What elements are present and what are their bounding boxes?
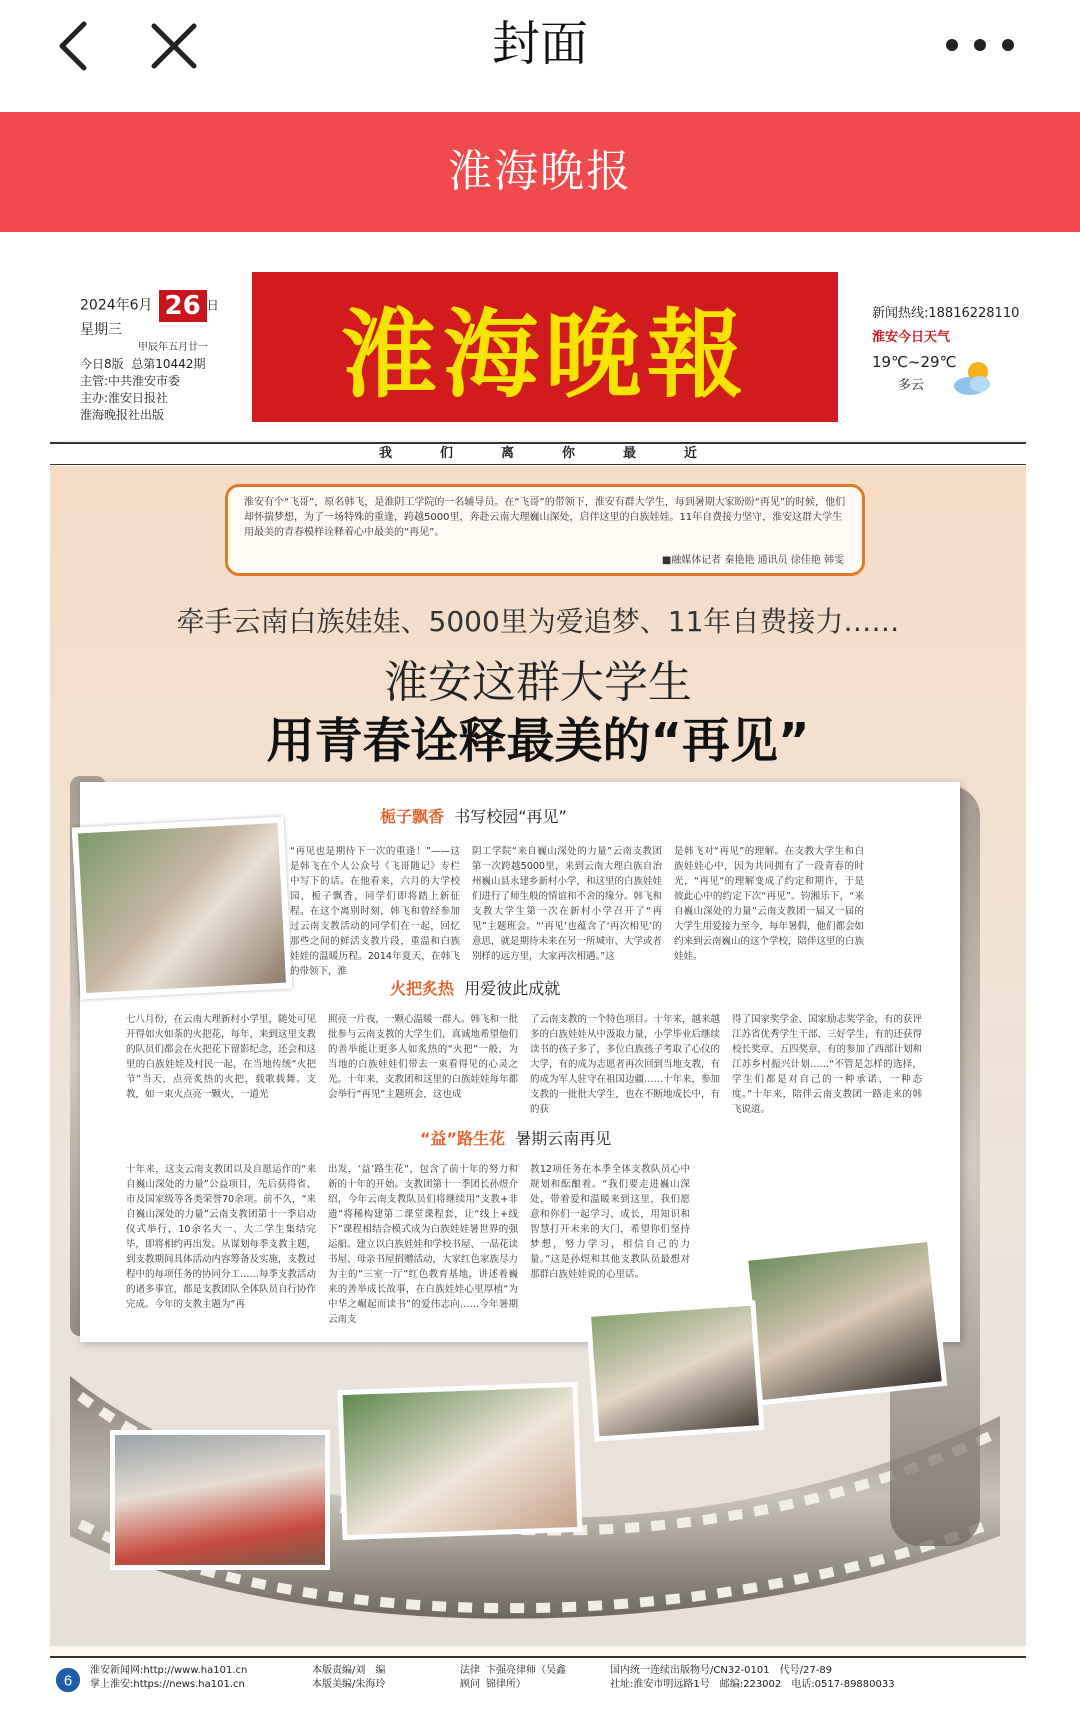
edition-count: 今日8版: [80, 357, 124, 371]
slogan-char: 最: [623, 446, 637, 461]
article-column: 了云南支教的一个特色项目。十年来，越来越多的白族娃娃从中汲取力量，小学毕业后继续读书的孩子多了，多位白族孩子考取了心仪的大学，有的成为志愿者再次回到当地支教，有的成为军人驻守在祖国边疆……十年来，参加支教的一批批大学生，也在不断地成长中，有的获: [530, 1014, 721, 1115]
temperature: 19℃~29℃: [872, 353, 957, 371]
feature-article: [50, 466, 1026, 1646]
supervisor: 主管:中共淮安市委: [80, 374, 181, 388]
subheading-1: 栀子飘香 书写校园“再见”: [380, 807, 567, 826]
sponsor: 主办:淮安日报社: [80, 391, 169, 405]
article-column: 得了国家奖学金、国家励志奖学金，有的获评江苏省优秀学生干部、三好学生，有的还获得校长奖章、五四奖章，有的参加了西部计划和江苏乡村振兴计划……“不管是怎样的选择，学生们都是对自己的一种承诺，一种态度。”十年来，陪伴云南支教团一路走来的韩飞说道。: [732, 1014, 923, 1115]
footer-legal-label: 法律顾问: [460, 1665, 480, 1690]
footer-cn-number: 国内统一连续出版物号/CN32-0101 代号/27-89: [610, 1665, 833, 1676]
footer-site-2: 掌上淮安:https://news.ha101.cn: [90, 1679, 245, 1690]
partly-cloudy-icon: [950, 358, 996, 398]
article-byline: ■融媒体记者 秦艳艳 通讯员 徐佳艳 韩雯: [661, 555, 844, 566]
svg-text:6: 6: [63, 1672, 73, 1690]
date-day: 26: [159, 290, 207, 322]
footer-legal-name: 卞强亮律师（吴鑫锦律所）: [486, 1665, 566, 1690]
publication-name: 淮海晚报: [448, 146, 632, 197]
students-photo: [743, 1236, 948, 1405]
slogan-char: 们: [439, 446, 453, 461]
footer-publication-info: [610, 1664, 895, 1692]
weather-condition: 多云: [898, 378, 925, 393]
article-headline-1: 淮安这群大学生: [384, 657, 692, 708]
article-column: 阴工学院“来自巍山深处的力量”云南支教团第一次跨越5000里，来到云南大理白族自治州巍山县永建乡新村小学，和这里的白族娃娃们进行了师生般的情谊和不舍的缘分。韩飞和支教大学生第一次在新村小学召开了“再见”主题班会。“‘再见’也蕴含了‘再次相见’的意思，就是期待未来在另一所城市、大学或者别样的远方里，大家再次相遇。”这: [472, 846, 663, 962]
weather-title: 淮安今日天气: [872, 330, 951, 345]
article-column: 照亮一片夜，一颗心温暖一群人。韩飞和一批批参与云南支教的大学生们，真诚地希望他们的善举能让更多人如炙热的“火把”一般，为当地的白族娃娃们带去一束看得见的心灵之光。十年来，支教团和这里的白族娃娃每年都会举行“再见”主题班会，这也成: [328, 1014, 519, 1100]
article-column: “再见也是期待下一次的重逢！”——这是韩飞在个人公众号《飞哥随记》专栏中写下的话。在他看来，六月的大学校园，栀子飘香，同学们即将踏上新征程。在这个离别时刻，韩飞和曾经参加过云南支教活动的同学们在一起，回忆那些之间的鲜活支教片段，重温和白族娃娃的温暖历程。2014年夏天，在韩飞的带领下，淮: [290, 846, 460, 977]
article-lead: 淮安有个“飞哥”，原名韩飞，是淮阴工学院的一名辅导员。在“飞哥”的带领下，淮安有群大学生，每到暑期大家盼盼“再见”的时候，他们却怀揣梦想，为了一场特殊的重逢，跨越5000里，奔赴云南大理巍山深处，启伴这里的白族娃娃。11年自费接力坚守，淮安这群大学生用最美的青春模样诠释着心中最美的“再见”。: [244, 497, 846, 538]
footer-legal: [460, 1664, 580, 1692]
footer-site-1: 淮安新闻网:http://www.ha101.cn: [90, 1665, 248, 1676]
newspaper-footer: [50, 1656, 1026, 1704]
article-column: 是韩飞对“再见”的理解。在支教大学生和白族娃娃心中，因为共同拥有了一段青春的时光，“再见”的理解变成了约定和期许，于是彼此心中的约定下次“再见”。钧湘乐下，“来自巍山深处的力量”云南支教团一届又一届的大学生用爱接力至今，每年暑假，他们都会如约来到云南巍山的这个学校，陪伴这里的白族娃娃。: [674, 846, 865, 962]
article-headline-2: 用青春诠释最美的“再见”: [266, 713, 810, 769]
more-options-icon[interactable]: [940, 30, 1020, 60]
article-column: 出发，‘益’路生花”，包含了前十年的努力和新的十年的开始。支教团第十一季团长孙煜介绍，今年云南支教队员们将继续用“支教+非遗”将稀构建第二课堂课程套，让“线上+线下”课程相结合模式成为白族娃娃暑世界的强运船。建立以白族娃娃和学校书屋、一品花读书屋、母亲书屋捐赠活动，大家红色家族尽力为主的“三室一厅”红色教育基地，讲述着巍来的善举成长故事，在白族娃娃心里厚植“为中华之崛起而读书”的爱伟志向……今年暑期云南支: [328, 1164, 519, 1325]
issue-number: 总第10442期: [131, 357, 206, 371]
lunar-date: 甲辰年五月廿一: [138, 342, 208, 353]
slogan-char: 近: [684, 446, 698, 461]
footer-editor-1: 本版责编/刘 编: [312, 1665, 386, 1676]
news-hotline: 新闻热线:18816228110: [872, 306, 1020, 321]
subheading-3: “益”路生花 暑期云南再见: [420, 1129, 612, 1148]
logo-text: 淮海晚報: [341, 297, 749, 411]
date-year-month: 2024年6月: [80, 297, 153, 314]
footer-editor-2: 本版美编/朱海玲: [312, 1679, 386, 1690]
article-column: 教12项任务在本季全体支教队员心中规划和酝酿着。“我们要走进巍山深处，带着爱和温暖来到这里，我们愿意和你们一起学习、成长，用知识和智慧打开未来的大门，希望你们坚持梦想，努力学习，相信自己的力量。”这是孙煜和其他支教队员最想对那群白族娃娃说的心里话。: [530, 1164, 690, 1280]
slogan-char: 离: [500, 446, 514, 461]
masthead: [50, 262, 1026, 440]
publisher: 淮海晚报社出版: [80, 408, 165, 422]
footer-websites: [90, 1664, 247, 1692]
slogan-bar: [50, 442, 1026, 465]
students-photo: [337, 1382, 582, 1540]
newspaper-front-page[interactable]: [50, 262, 1026, 1702]
subheading-2: 火把炙热 用爱彼此成就: [390, 979, 561, 998]
station-logo-icon: [54, 1666, 82, 1694]
date-day-suffix: 日: [206, 298, 219, 313]
footer-editors: [312, 1664, 385, 1692]
footer-address: 社址:淮安市明远路1号 邮编:223002 电话:0517-89880033: [610, 1679, 895, 1690]
article-kicker: 牵手云南白族娃娃、5000里为爱追梦、11年自费接力……: [176, 605, 900, 638]
article-column: 十年来，这支云南支教团以及自愿运作的“来自巍山深处的力量”公益项目，先后获得省、市及国家级等各类荣誉70余项。前不久，“来自巍山深处的力量”云南支教团第十一季启动仪式举行，10余名大一、大二学生集结完毕，即将相约再出发。从谋划每季支教主题，到支教期间具体活动内容筹备及实施，支教过程中的每项任务的协同分工……每季支教活动的诸多事宜，都是支教团队全体队员自行协作完成。今年的支教主题为“再: [126, 1164, 317, 1310]
article-lead-box: [225, 484, 865, 576]
group-photo: [72, 817, 293, 1000]
publication-banner: [0, 112, 1080, 232]
issue-info: [80, 290, 280, 424]
newspaper-logo: [252, 272, 838, 422]
top-app-bar: [0, 0, 1080, 112]
weekday: 星期三: [80, 322, 122, 338]
students-photo: [110, 1430, 330, 1570]
article-column: 七八月份，在云南大理新村小学里，随处可见开得如火如荼的火把花，每年，来到这里支教的队员们都会在火把花下留影纪念，还会和这里的白族娃娃及村民一起，在当地传统“火把节”当天，点亮炙热的火把，载歌载舞。支教，如一束火点亮一颗火，一道光: [126, 1014, 317, 1100]
slogan-char: 你: [562, 446, 576, 461]
slogan-char: 我: [378, 446, 392, 461]
students-photo: [586, 1300, 765, 1442]
page-title: 封面: [491, 16, 588, 72]
